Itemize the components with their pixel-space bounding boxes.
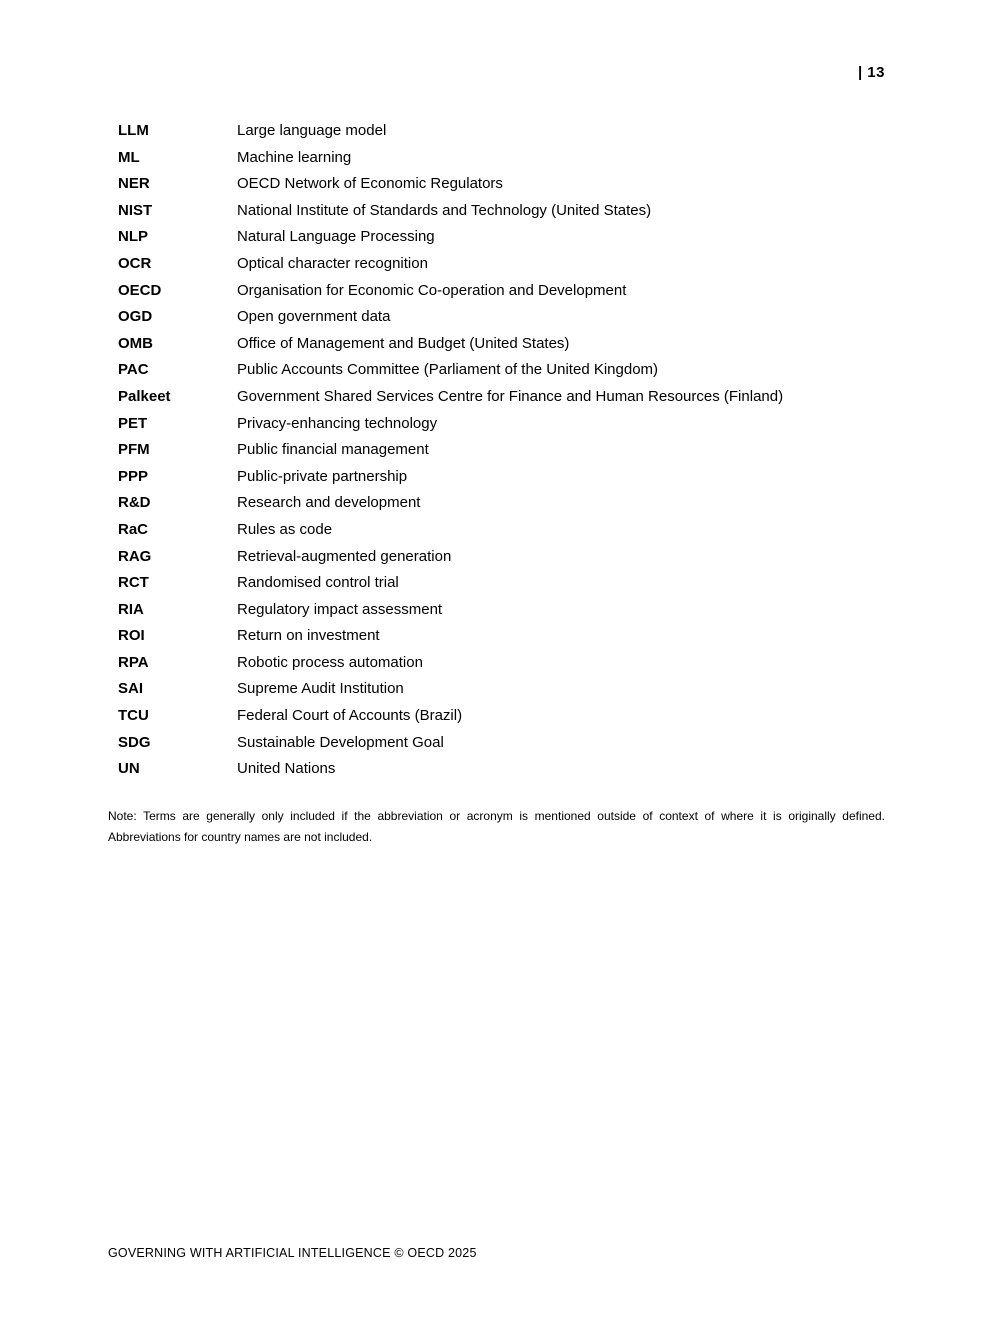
page-number: | 13	[857, 64, 885, 81]
abbreviation-row	[118, 570, 878, 597]
abbreviation-row	[118, 384, 878, 411]
abbreviation-row	[118, 357, 878, 384]
abbreviation-row	[118, 623, 878, 650]
abbreviation-term: ROI	[118, 627, 145, 645]
abbreviation-row	[118, 730, 878, 757]
abbreviation-list	[118, 118, 878, 783]
abbreviation-term: R&D	[118, 494, 151, 512]
abbreviation-term: OCR	[118, 254, 152, 272]
abbreviation-definition: Rules as code	[237, 520, 333, 538]
abbreviation-definition: Return on investment	[237, 627, 380, 645]
abbreviation-row	[118, 304, 878, 331]
abbreviation-definition: Machine learning	[237, 148, 352, 166]
abbreviation-definition: Federal Court of Accounts (Brazil)	[237, 707, 463, 725]
abbreviation-term: Palkeet	[118, 387, 171, 405]
abbreviation-row	[118, 331, 878, 358]
abbreviation-definition: Natural Language Processing	[237, 228, 435, 246]
abbreviation-definition: Research and development	[237, 494, 421, 512]
abbreviation-definition: United Nations	[237, 760, 336, 778]
note-text: Note: Terms are generally only included if the abbreviation or acronym is mentioned outside of context of where it is originally defined. Abbreviations for country names are not included.	[108, 809, 885, 844]
abbreviation-definition: Office of Management and Budget (United States)	[237, 334, 570, 352]
abbreviation-term: RAG	[118, 547, 152, 565]
abbreviation-definition: Organisation for Economic Co-operation and Development	[237, 281, 627, 299]
abbreviation-definition: Supreme Audit Institution	[237, 680, 404, 698]
abbreviation-definition: Privacy-enhancing technology	[237, 414, 438, 432]
abbreviation-definition: Optical character recognition	[237, 254, 428, 272]
abbreviation-term: LLM	[118, 122, 149, 139]
abbreviation-term: OMB	[118, 334, 153, 352]
abbreviation-row	[118, 411, 878, 438]
abbreviation-row	[118, 650, 878, 677]
abbreviation-row	[118, 490, 878, 517]
abbreviation-row	[118, 171, 878, 198]
abbreviation-row	[118, 676, 878, 703]
abbreviation-row	[118, 224, 878, 251]
abbreviation-term: TCU	[118, 707, 149, 725]
abbreviation-definition: Retrieval-augmented generation	[237, 547, 452, 565]
abbreviation-definition: OECD Network of Economic Regulators	[237, 175, 503, 193]
abbreviation-definition: Large language model	[237, 122, 387, 139]
abbreviation-definition: Randomised control trial	[237, 574, 399, 592]
abbreviation-definition: Regulatory impact assessment	[237, 600, 443, 618]
abbreviation-term: RIA	[118, 600, 144, 618]
abbreviation-row	[118, 118, 878, 145]
abbreviation-definition: National Institute of Standards and Technology (United States)	[237, 201, 652, 219]
abbreviation-term: UN	[118, 760, 140, 778]
abbreviation-row	[118, 597, 878, 624]
abbreviation-term: OGD	[118, 308, 153, 326]
abbreviation-row	[118, 278, 878, 305]
abbreviation-term: OECD	[118, 281, 162, 299]
abbreviation-definition: Public-private partnership	[237, 467, 408, 485]
abbreviation-term: NER	[118, 175, 150, 193]
abbreviation-definition: Public Accounts Committee (Parliament of the United Kingdom)	[237, 361, 659, 379]
abbreviation-definition: Public financial management	[237, 441, 429, 459]
abbreviation-row	[118, 464, 878, 491]
abbreviation-term: NIST	[118, 201, 153, 219]
abbreviation-term: RaC	[118, 520, 149, 538]
abbreviation-row	[118, 544, 878, 571]
abbreviation-term: RPA	[118, 653, 149, 671]
abbreviation-definition: Robotic process automation	[237, 653, 423, 671]
abbreviation-row	[118, 517, 878, 544]
abbreviation-row	[118, 437, 878, 464]
abbreviation-row	[118, 198, 878, 225]
abbreviation-row	[118, 756, 878, 783]
abbreviation-row	[118, 251, 878, 278]
abbreviation-term: PET	[118, 414, 148, 432]
abbreviation-row	[118, 703, 878, 730]
abbreviation-term: NLP	[118, 228, 148, 246]
abbreviation-term: SAI	[118, 680, 144, 698]
abbreviation-term: PAC	[118, 361, 149, 379]
abbreviation-definition: Sustainable Development Goal	[237, 733, 444, 751]
footer-text: GOVERNING WITH ARTIFICIAL INTELLIGENCE © OECD 2025	[108, 1246, 477, 1260]
abbreviation-term: ML	[118, 148, 140, 166]
abbreviation-term: PFM	[118, 441, 150, 459]
abbreviation-row	[118, 145, 878, 172]
abbreviation-term: SDG	[118, 733, 151, 751]
abbreviation-definition: Open government data	[237, 308, 391, 326]
abbreviation-term: PPP	[118, 467, 149, 485]
abbreviation-definition: Government Shared Services Centre for Finance and Human Resources (Finland)	[237, 387, 784, 405]
abbreviation-term: RCT	[118, 574, 149, 592]
